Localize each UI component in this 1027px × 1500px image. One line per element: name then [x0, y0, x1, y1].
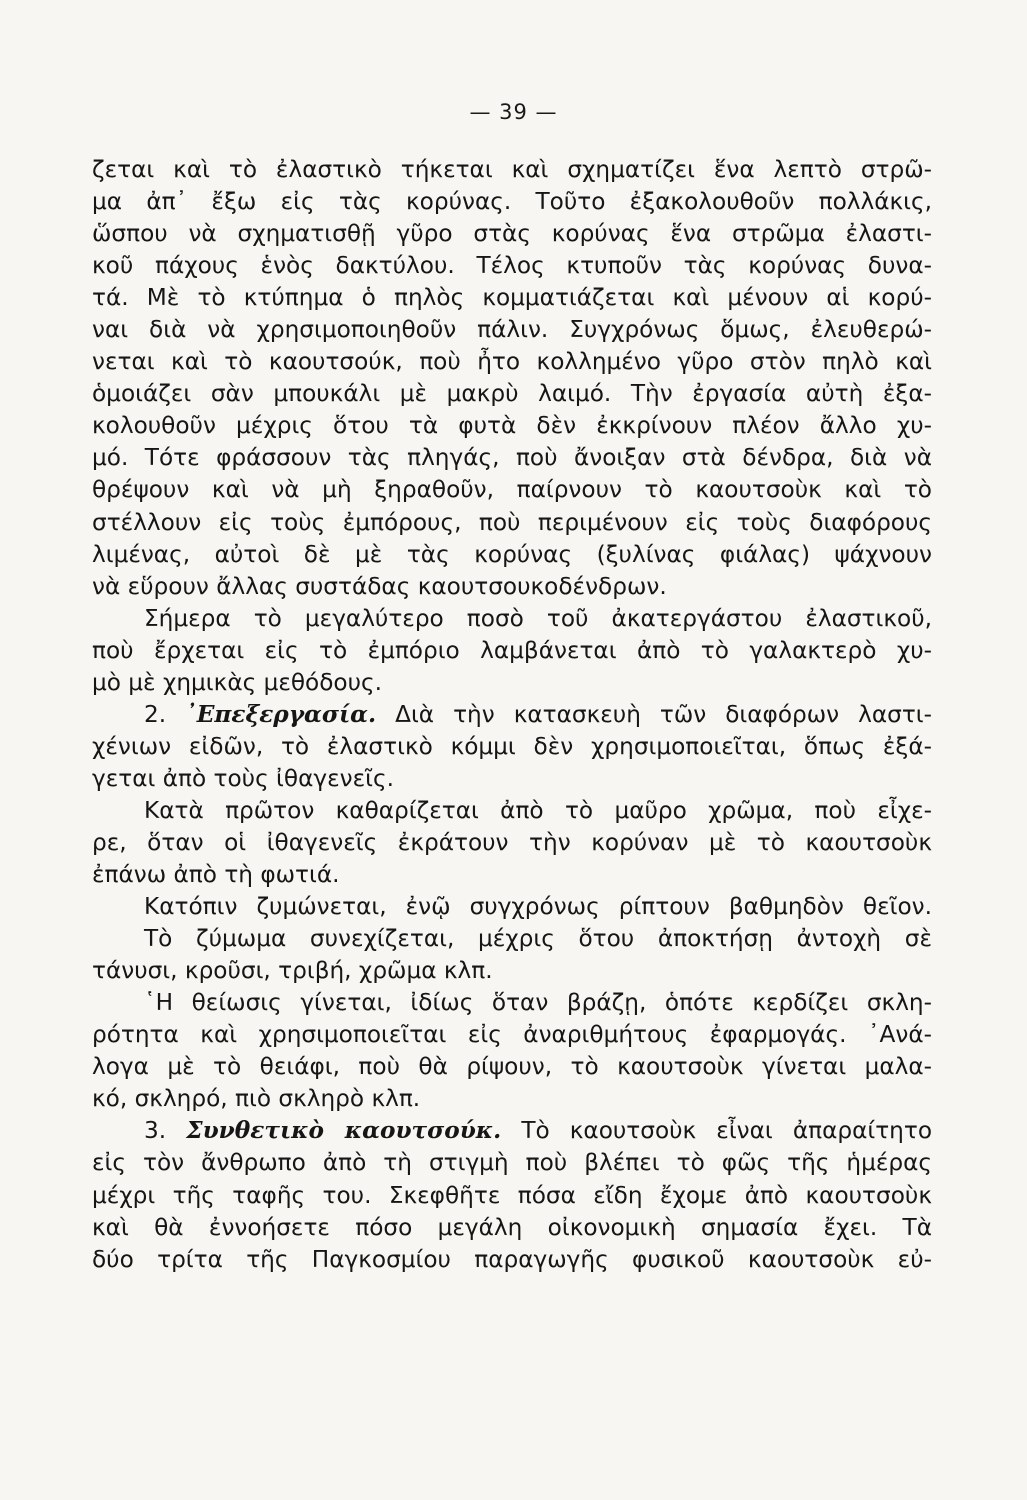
paragraph	[92, 891, 932, 923]
text-line: Κατόπιν ζυμώνεται, ἐνῷ συγχρόνως ρίπτουν βαθμηδὸν θεῖον.	[144, 893, 932, 921]
text-line: μὸ μὲ χημικὰς μεθόδους.	[92, 668, 383, 696]
section-first-line	[92, 1115, 932, 1147]
paragraph	[92, 923, 932, 987]
section-heading: Συνθετικὸ καουτσούκ.	[186, 1117, 502, 1145]
text-line: Τὸ καουτσοὺκ εἶναι ἀπαραίτητο	[501, 1117, 933, 1145]
page-body	[92, 154, 932, 1276]
text-line: Διὰ τὴν κατασκευὴ τῶν διαφόρων λαστι-	[376, 700, 932, 728]
text-line: ῾Η θείωσις γίνεται, ἰδίως ὅταν βράζῃ, ὁπότε κερδίζει σκλη-	[144, 989, 932, 1017]
paragraph	[92, 154, 932, 603]
text-line: στέλλουν εἰς τοὺς ἐμπόρους, ποὺ περιμένουν εἰς τοὺς διαφόρους	[92, 508, 932, 536]
text-line: Κατὰ πρῶτον καθαρίζεται ἀπὸ τὸ μαῦρο χρῶμα, ποὺ εἶχε-	[144, 796, 932, 824]
text-line: κοῦ πάχους ἑνὸς δακτύλου. Τέλος κτυποῦν τὰς κορύνας δυνα-	[92, 252, 932, 280]
section-heading: ᾽Επεξεργασία.	[185, 700, 377, 728]
text-line: θρέψουν καὶ νὰ μὴ ξηραθοῦν, παίρνουν τὸ καουτσοὺκ καὶ τὸ	[92, 476, 932, 504]
text-line: δύο τρίτα τῆς Παγκοσμίου παραγωγῆς φυσικοῦ καουτσοὺκ εὐ-	[92, 1245, 932, 1273]
text-line: ρε, ὅταν οἱ ἰθαγενεῖς ἐκράτουν τὴν κορύναν μὲ τὸ καουτσοὺκ	[92, 828, 932, 856]
text-line: μό. Τότε φράσσουν τὰς πληγάς, ποὺ ἄνοιξαν στὰ δένδρα, διὰ νὰ	[92, 444, 932, 472]
text-line: κολουθοῦν μέχρις ὅτου τὰ φυτὰ δὲν ἐκκρίνουν πλέον ἄλλο χυ-	[92, 412, 932, 440]
section-paragraph	[92, 699, 932, 795]
paragraph	[92, 603, 932, 699]
text-line: ποὺ ἔρχεται εἰς τὸ ἐμπόριο λαμβάνεται ἀπὸ τὸ γαλακτερὸ χυ-	[92, 636, 932, 664]
text-line: κό, σκληρό, πιὸ σκληρὸ κλπ.	[92, 1085, 421, 1113]
text-line: τά. Μὲ τὸ κτύπημα ὁ πηλὸς κομματιάζεται καὶ μένουν αἱ κορύ-	[92, 284, 932, 312]
text-line: λιμένας, αὐτοὶ δὲ μὲ τὰς κορύνας (ξυλίνας φιάλας) ψάχνουν	[92, 540, 932, 568]
section-number: 2.	[144, 700, 186, 728]
text-line: καὶ θὰ ἐννοήσετε πόσο μεγάλη οἰκονομικὴ σημασία ἔχει. Τὰ	[92, 1213, 932, 1241]
section-first-line	[92, 699, 932, 731]
text-line: ὁμοιάζει σὰν μπουκάλι μὲ μακρὺ λαιμό. Τὴν ἐργασία αὐτὴ ἐξα-	[92, 380, 932, 408]
text-line: ζεται καὶ τὸ ἐλαστικὸ τήκεται καὶ σχηματίζει ἕνα λεπτὸ στρῶ-	[92, 156, 932, 183]
text-line: ἐπάνω ἀπὸ τὴ φωτιά.	[92, 861, 340, 889]
paragraph	[92, 795, 932, 891]
text-line: Τὸ ζύμωμα συνεχίζεται, μέχρις ὅτου ἀποκτήσῃ ἀντοχὴ σὲ	[144, 925, 932, 953]
text-line: ρότητα καὶ χρησιμοποιεῖται εἰς ἀναριθμήτους ἐφαρμογάς. ᾽Ανά-	[92, 1021, 932, 1049]
text-line: μέχρι τῆς ταφῆς του. Σκεφθῆτε πόσα εἴδη ἔχομε ἀπὸ καουτσοὺκ	[92, 1181, 932, 1209]
section-number: 3.	[144, 1117, 187, 1145]
text-line: τάνυσι, κροῦσι, τριβή, χρῶμα κλπ.	[92, 957, 493, 985]
text-line: νεται καὶ τὸ καουτσούκ, ποὺ ἦτο κολλημένο γῦρο στὸν πηλὸ καὶ	[92, 348, 932, 376]
text-line: ναι διὰ νὰ χρησιμοποιηθοῦν πάλιν. Συγχρόνως ὅμως, ἐλευθερώ-	[92, 316, 932, 344]
text-line: νὰ εὕρουν ἄλλας συστάδας καουτσουκοδένδρων.	[92, 572, 667, 600]
text-line: εἰς τὸν ἄνθρωπο ἀπὸ τὴ στιγμὴ ποὺ βλέπει τὸ φῶς τῆς ἡμέρας	[92, 1149, 932, 1177]
text-line: Σήμερα τὸ μεγαλύτερο ποσὸ τοῦ ἀκατεργάστου ἐλαστικοῦ,	[144, 604, 932, 632]
paragraph	[92, 987, 932, 1115]
section-paragraph	[92, 1115, 932, 1275]
page-number: — 39 —	[469, 100, 558, 124]
text-line: χένιων εἰδῶν, τὸ ἐλαστικὸ κόμμι δὲν χρησιμοποιεῖται, ὅπως ἐξά-	[92, 732, 932, 760]
text-line: γεται ἀπὸ τοὺς ἰθαγενεῖς.	[92, 764, 394, 792]
text-line: μα ἀπ᾽ ἔξω εἰς τὰς κορύνας. Τοῦτο ἐξακολουθοῦν πολλάκις,	[92, 188, 932, 216]
text-line: ὥσπου νὰ σχηματισθῇ γῦρο στὰς κορύνας ἕνα στρῶμα ἐλαστι-	[92, 220, 932, 248]
text-line: λογα μὲ τὸ θειάφι, ποὺ θὰ ρίψουν, τὸ καουτσοὺκ γίνεται μαλα-	[92, 1053, 932, 1081]
